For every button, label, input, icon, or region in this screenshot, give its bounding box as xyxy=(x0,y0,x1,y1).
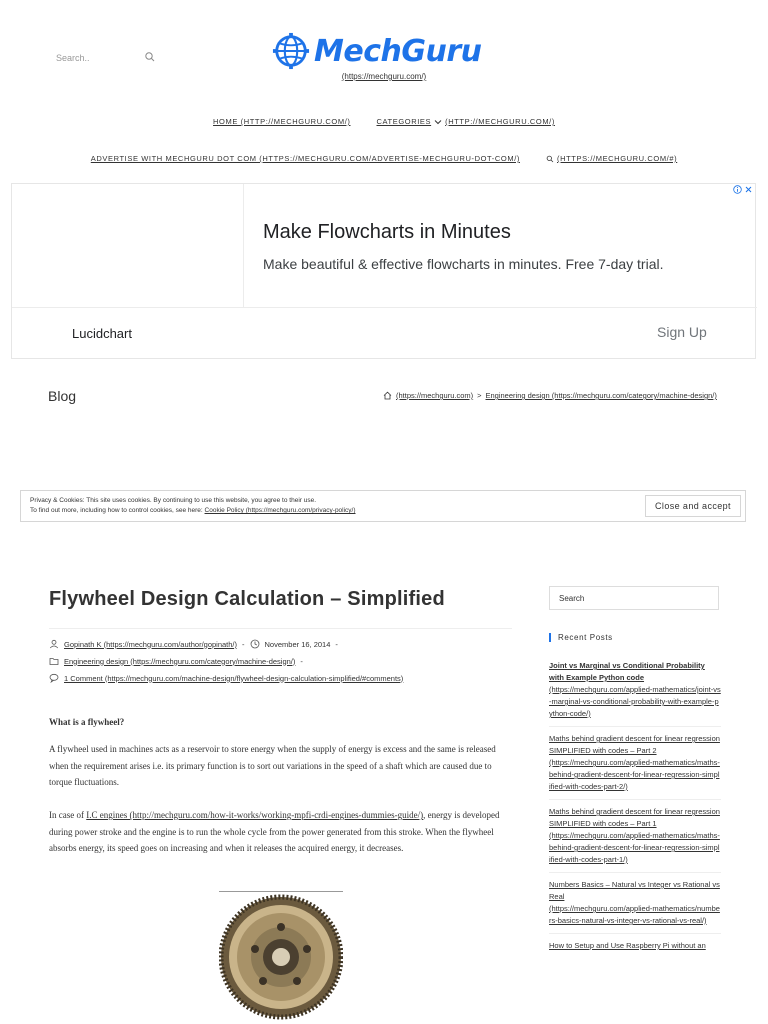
post-date: November 16, 2014 xyxy=(264,639,331,649)
list-item[interactable] xyxy=(549,660,721,727)
ad-banner[interactable] xyxy=(11,183,756,359)
cookie-text xyxy=(30,496,356,516)
list-item[interactable] xyxy=(549,940,721,958)
site-logo[interactable] xyxy=(272,30,502,72)
p2-text-end: , energy is developed during power stroke and the engine is to run the whole cycle from the power generated from this stroke. When the flywheel absorbs energy, its speed goes on increasing and when it releases the acquired energy, it decreases. xyxy=(49,810,500,853)
ad-choices[interactable] xyxy=(733,185,753,194)
article-meta-author xyxy=(49,639,519,649)
sidebar-search-input[interactable]: Search xyxy=(549,586,719,610)
breadcrumb-separator: > xyxy=(477,391,482,400)
article-meta-category xyxy=(49,656,519,666)
globe-gear-icon xyxy=(272,32,310,70)
recent-post-url[interactable]: (https://mechguru.com/applied-mathematics/maths-behind-gradient-descent-for-linear-regression-simplified-with-codes-part-2/) xyxy=(549,758,720,791)
recent-posts-list xyxy=(549,660,721,964)
breadcrumb-home-link[interactable]: (https://mechguru.com) xyxy=(396,391,474,400)
recent-post-title[interactable]: How to Setup and Use Raspberry Pi without an xyxy=(549,941,706,950)
ad-image-area xyxy=(12,184,244,307)
ad-cta-button[interactable]: Sign Up xyxy=(657,324,707,340)
recent-post-title[interactable]: Maths behind gradient descent for linear regression SIMPLIFIED with codes – Part 1 xyxy=(549,807,720,828)
category-link[interactable]: Engineering design (https://mechguru.com/category/machine-design/) xyxy=(64,656,296,666)
meta-dash-2: - xyxy=(335,639,338,649)
section-heading: What is a flywheel? xyxy=(49,717,125,727)
article-meta-comments xyxy=(49,673,519,683)
ic-engines-link[interactable]: I.C engines (http://mechguru.com/how-it-works/working-mpfi-crdi-engines-dummies-guide/) xyxy=(86,810,424,820)
list-item[interactable] xyxy=(549,733,721,800)
list-item[interactable] xyxy=(549,879,721,934)
nav-advertise-link[interactable]: ADVERTISE WITH MECHGURU DOT COM (HTTPS://MECHGURU.COM/ADVERTISE-MECHGURU-DOT-COM/) xyxy=(90,154,520,163)
ad-description: Make beautiful & effective flowcharts in minutes. Free 7-day trial. xyxy=(263,256,664,272)
recent-post-url[interactable]: (https://mechguru.com/applied-mathematics/joint-vs-marginal-vs-conditional-probability-with-example-python-code/) xyxy=(549,685,721,718)
comments-link[interactable]: 1 Comment (https://mechguru.com/machine-design/flywheel-design-calculation-simplified/#comments) xyxy=(64,673,404,683)
nav-categories-link[interactable] xyxy=(376,117,554,126)
logo-link[interactable]: (https://mechguru.com/) xyxy=(341,72,427,81)
header-search-placeholder: Search.. xyxy=(56,53,90,63)
recent-posts-heading xyxy=(549,633,613,642)
nav-categories-label: CATEGORIES xyxy=(376,117,432,126)
article-paragraph-2 xyxy=(49,807,512,857)
primary-nav xyxy=(0,117,768,126)
list-item[interactable] xyxy=(549,806,721,873)
home-icon[interactable] xyxy=(383,391,392,400)
header-search[interactable] xyxy=(56,51,156,65)
nav-home-link[interactable]: HOME (HTTP://MECHGURU.COM/) xyxy=(213,117,351,126)
clock-icon xyxy=(250,639,260,649)
meta-dash-3: - xyxy=(300,656,303,666)
ad-advertiser[interactable]: Lucidchart xyxy=(72,326,132,341)
recent-posts-label: Recent Posts xyxy=(558,633,613,642)
nav-search-url: (HTTPS://MECHGURU.COM/#) xyxy=(556,154,678,163)
nav-search-link[interactable] xyxy=(546,154,677,163)
article-title: Flywheel Design Calculation – Simplified xyxy=(49,588,445,610)
cookie-line-2-text: To find out more, including how to control cookies, see here: xyxy=(30,507,203,514)
folder-icon xyxy=(49,656,59,666)
search-icon[interactable] xyxy=(144,51,156,63)
page-title: Blog xyxy=(48,388,77,404)
title-divider xyxy=(49,628,512,629)
brand-name: MechGuru xyxy=(314,33,482,69)
flywheel-image xyxy=(219,891,343,1024)
ad-headline[interactable]: Make Flowcharts in Minutes xyxy=(263,221,511,243)
breadcrumb xyxy=(383,391,719,400)
recent-post-title[interactable]: Joint vs Marginal vs Conditional Probability with Example Python code xyxy=(549,661,705,682)
cookie-accept-button[interactable]: Close and accept xyxy=(645,495,741,517)
article-paragraph-1: A flywheel used in machines acts as a reservoir to store energy when the supply of energy is excess and the same is released when the requirement arises i.e. its primary function is to sort out variations in the speed of a shaft which are caused due to torque fluctuations. xyxy=(49,744,496,787)
cookie-line-1: Privacy & Cookies: This site uses cookies. By continuing to use this website, you agree to their use. xyxy=(30,497,317,504)
search-icon xyxy=(546,155,554,163)
cookie-notice xyxy=(20,490,746,522)
secondary-nav xyxy=(0,154,768,163)
user-icon xyxy=(49,639,59,649)
p2-text-start: In case of xyxy=(49,810,87,820)
recent-post-title[interactable]: Numbers Basics – Natural vs Integer vs Rational vs Real xyxy=(549,880,720,901)
cookie-policy-link[interactable]: Cookie Policy (https://mechguru.com/privacy-policy/) xyxy=(204,507,356,514)
meta-dash-1: - xyxy=(242,639,245,649)
nav-categories-url: (HTTP://MECHGURU.COM/) xyxy=(445,117,555,126)
recent-post-url[interactable]: (https://mechguru.com/applied-mathematics/numbers-basics-natural-vs-integer-vs-rational-vs-real/) xyxy=(549,904,720,925)
comment-icon xyxy=(49,673,59,683)
info-icon[interactable] xyxy=(733,185,742,194)
recent-post-url[interactable]: (https://mechguru.com/applied-mathematics/maths-behind-gradient-descent-for-linear-regression-simplified-with-codes-part-1/) xyxy=(549,831,720,864)
close-icon[interactable] xyxy=(744,185,753,194)
heading-accent-bar xyxy=(549,633,551,642)
author-link[interactable]: Gopinath K (https://mechguru.com/author/gopinath/) xyxy=(64,639,238,649)
cookie-line-2 xyxy=(30,506,356,516)
chevron-down-icon xyxy=(434,118,442,126)
breadcrumb-category-link[interactable]: Engineering design (https://mechguru.com/category/machine-design/) xyxy=(485,391,717,400)
recent-post-title[interactable]: Maths behind gradient descent for linear regression SIMPLIFIED with codes – Part 2 xyxy=(549,734,720,755)
